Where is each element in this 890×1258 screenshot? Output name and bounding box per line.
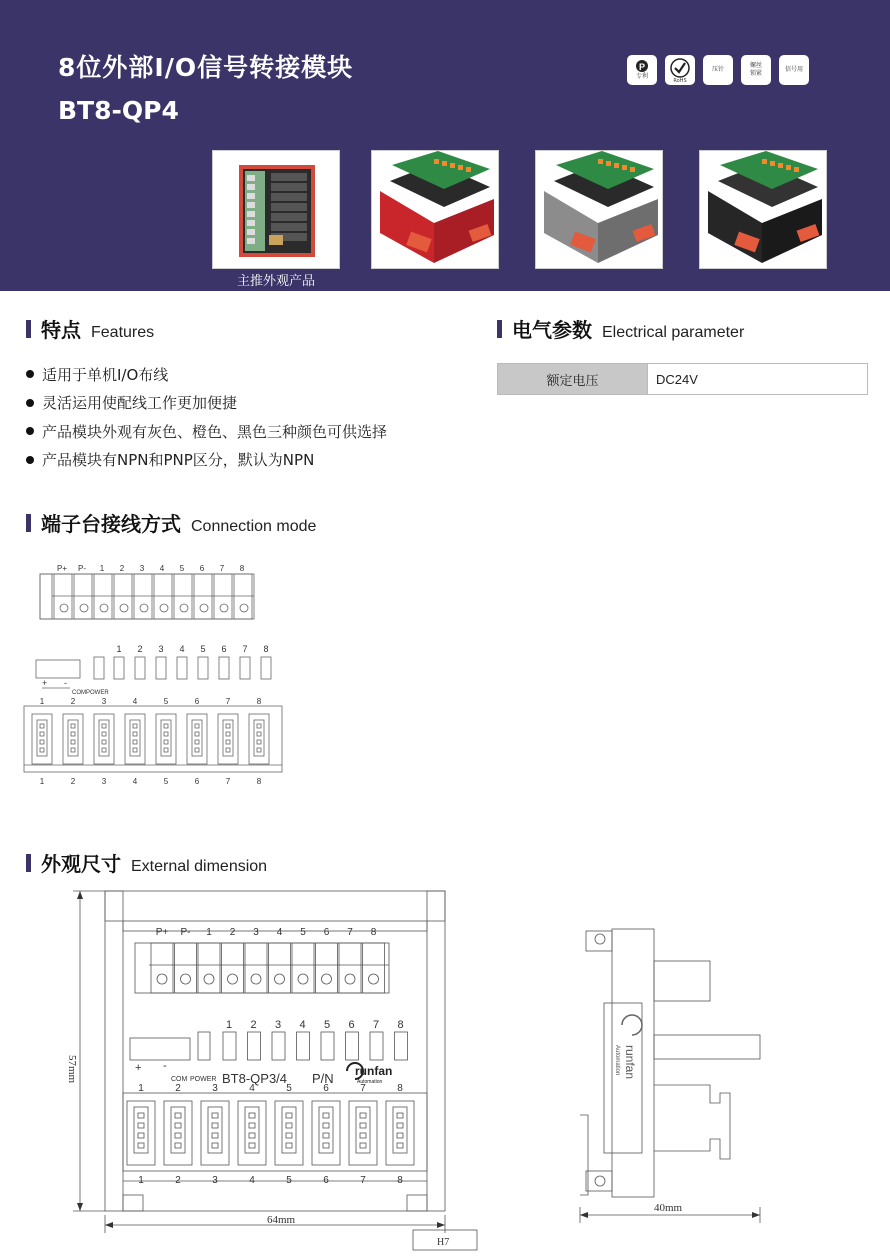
led-indicator: [321, 1032, 334, 1060]
pin-icon: [138, 1113, 144, 1118]
screw-icon: [298, 974, 308, 984]
connector-label-bottom: 8: [397, 1175, 403, 1186]
section-marker: [26, 320, 31, 338]
terminal-slot: [292, 943, 314, 993]
pin-icon: [164, 724, 168, 728]
terminal-label: 7: [347, 927, 353, 938]
terminal-label: 6: [199, 564, 205, 573]
screw-icon: [345, 974, 355, 984]
pin-icon: [257, 740, 261, 744]
terminal-label: 8: [239, 564, 245, 573]
connection-diagram: [20, 560, 300, 790]
led-label: 2: [250, 1019, 257, 1031]
connector-label-bottom: 7: [225, 777, 231, 786]
connector-label-bottom: 6: [323, 1175, 329, 1186]
led-indicator: [219, 657, 229, 679]
connector-socket: [125, 714, 145, 764]
connector-socket: [63, 714, 83, 764]
pin-icon: [71, 740, 75, 744]
pin-icon: [40, 740, 44, 744]
screw-icon: [204, 974, 214, 984]
product-photos: [212, 150, 828, 270]
bullet-icon: [26, 456, 34, 464]
pin-icon: [71, 724, 75, 728]
connector-pins: [282, 1107, 296, 1153]
connector-label-top: 8: [397, 1083, 403, 1094]
pin-icon: [195, 724, 199, 728]
led-label: 1: [116, 644, 122, 654]
list-item: 灵活运用使配线工作更加便捷: [26, 389, 387, 418]
terminal-label: 6: [323, 927, 330, 938]
led-label: 2: [137, 644, 143, 654]
connector-label-top: 1: [39, 697, 45, 706]
pin-icon: [286, 1133, 292, 1138]
rohs-check-icon: RoHS: [665, 55, 695, 85]
pin-icon: [175, 1143, 181, 1148]
svg-text:Automation: Automation: [614, 1045, 620, 1076]
led-label: 5: [200, 644, 206, 654]
parameter-key: 额定电压: [498, 364, 648, 394]
connector-socket: [249, 714, 269, 764]
pin-icon: [397, 1143, 403, 1148]
pin-icon: [164, 740, 168, 744]
features-heading: 特点 Features: [26, 314, 154, 343]
connector-pins: [223, 720, 233, 756]
pin-icon: [397, 1113, 403, 1118]
pin-icon: [360, 1113, 366, 1118]
connector-pins: [134, 1107, 148, 1153]
features-list: [26, 360, 387, 474]
pin-icon: [397, 1133, 403, 1138]
pin-icon: [249, 1113, 255, 1118]
led-indicator: [261, 657, 271, 679]
connector-label-bottom: 6: [194, 777, 200, 786]
screw-icon: [251, 974, 261, 984]
pin-icon: [133, 740, 137, 744]
led-label: 7: [372, 1019, 380, 1031]
terminal-label: 2: [229, 927, 236, 938]
screw-icon: [80, 604, 88, 612]
screw-icon: [181, 974, 191, 984]
pin-icon: [195, 740, 199, 744]
com-label: COM: [171, 1076, 188, 1083]
product-photo-grey: [535, 150, 663, 269]
pin-icon: [323, 1113, 329, 1118]
section-marker: [26, 514, 31, 532]
minus-label: -: [64, 678, 67, 688]
pin-icon: [133, 724, 137, 728]
connector-label-bottom: 1: [39, 777, 45, 786]
terminal-slot: [245, 943, 267, 993]
connector-pins: [171, 1107, 185, 1153]
led-label: 4: [179, 644, 185, 654]
led-label: 8: [397, 1019, 404, 1031]
screw-icon: [369, 974, 379, 984]
svg-text:runfan: runfan: [355, 1064, 393, 1078]
terminal-slot: [151, 943, 173, 993]
pin-icon: [323, 1143, 329, 1148]
connector-label-bottom: 3: [212, 1175, 218, 1186]
screw-icon: [322, 974, 332, 984]
connector-label-top: 8: [256, 697, 262, 706]
pin-icon: [71, 748, 75, 752]
pin-icon: [175, 1133, 181, 1138]
connector-label-top: 5: [286, 1083, 292, 1094]
runfan-logo-icon: [614, 1015, 642, 1079]
screw-icon: [220, 604, 228, 612]
led-label: 6: [221, 644, 227, 654]
height-dimension: 57mm: [66, 1055, 78, 1084]
led-indicator: [198, 657, 208, 679]
certification-badges: [627, 55, 809, 85]
connector-label-bottom: 4: [132, 777, 138, 786]
pin-icon: [212, 1113, 218, 1118]
connector-pins: [99, 720, 109, 756]
connector-label-bottom: 8: [256, 777, 262, 786]
screw-icon: [140, 604, 148, 612]
power-label: POWER: [190, 1076, 217, 1083]
terminal-slot: [269, 943, 291, 993]
bullet-icon: [26, 427, 34, 435]
connector-socket: [32, 714, 52, 764]
led-indicator: [297, 1032, 310, 1060]
model-text: BT8-QP3/4: [222, 1071, 288, 1086]
list-item: 适用于单机I/O布线: [26, 360, 387, 389]
plus-label: +: [135, 1062, 142, 1074]
terminal-slot: [175, 943, 197, 993]
led-label: 3: [274, 1019, 282, 1031]
connector-pins: [319, 1107, 333, 1153]
led-indicator: [240, 657, 250, 679]
list-item: 产品模块外观有灰色、橙色、黑色三种颜色可供选择: [26, 417, 387, 446]
pin-icon: [249, 1123, 255, 1128]
led-label: 6: [348, 1019, 355, 1031]
screw-icon: [100, 604, 108, 612]
connector-socket: [156, 714, 176, 764]
terminal-label: 3: [139, 564, 145, 573]
screw-icon: [228, 974, 238, 984]
terminal-label: 8: [370, 927, 377, 938]
pin-icon: [360, 1133, 366, 1138]
led-indicator: [395, 1032, 408, 1060]
pin-icon: [323, 1133, 329, 1138]
terminal-label: 7: [219, 564, 225, 573]
signal-icon: 信号用: [779, 55, 809, 85]
terminal-label: P+: [155, 927, 169, 938]
led-label: 5: [323, 1019, 331, 1031]
pin-icon: [286, 1143, 292, 1148]
rail-label: H7: [437, 1237, 450, 1248]
pin-icon: [323, 1123, 329, 1128]
connector-pins: [254, 720, 264, 756]
connector-label-top: 3: [212, 1083, 218, 1094]
terminal-slot: [339, 943, 361, 993]
screw-icon: [200, 604, 208, 612]
connector-pins: [37, 720, 47, 756]
electrical-heading: 电气参数 Electrical parameter: [497, 314, 744, 343]
parameter-value: DC24V: [656, 371, 698, 387]
connector-label-top: 7: [225, 697, 231, 706]
patent-icon: P 专利: [627, 55, 657, 85]
led-label: 7: [242, 644, 248, 654]
side-dimension-drawing: [570, 925, 770, 1225]
pin-icon: [249, 1133, 255, 1138]
connector-label-top: 2: [70, 697, 76, 706]
crimp-pin-icon: 压针: [703, 55, 733, 85]
pin-icon: [40, 724, 44, 728]
svg-text:Automation: Automation: [357, 1079, 383, 1085]
pin-icon: [257, 748, 261, 752]
terminal-label: 1: [99, 564, 105, 573]
pin-icon: [102, 740, 106, 744]
connector-label-top: 2: [175, 1083, 181, 1094]
pin-icon: [175, 1113, 181, 1118]
screw-icon: [160, 604, 168, 612]
bullet-icon: [26, 399, 34, 407]
minus-label: -: [163, 1060, 167, 1072]
brand-logo: [347, 1063, 392, 1085]
led-indicator: [177, 657, 187, 679]
led-indicator: [135, 657, 145, 679]
photo-caption: 主推外观产品: [236, 274, 315, 289]
led-indicator: [248, 1032, 261, 1060]
connector-label-bottom: 2: [175, 1175, 181, 1186]
connector-label-top: 4: [249, 1083, 255, 1094]
pin-icon: [397, 1123, 403, 1128]
width-dimension: 64mm: [267, 1214, 296, 1226]
connector-label-bottom: 3: [101, 777, 107, 786]
led-indicator: [156, 657, 166, 679]
pin-icon: [164, 732, 168, 736]
led-indicator: [223, 1032, 236, 1060]
connector-label-top: 3: [101, 697, 107, 706]
connector-socket: [187, 714, 207, 764]
connector-label-bottom: 5: [163, 777, 169, 786]
com-label: COM: [72, 690, 86, 696]
section-marker: [26, 854, 31, 872]
svg-text:P: P: [639, 62, 646, 72]
pin-icon: [360, 1123, 366, 1128]
terminal-label: P-: [180, 927, 191, 938]
connector-pins: [68, 720, 78, 756]
screw-icon: [275, 974, 285, 984]
pn-text: P/N: [312, 1071, 334, 1086]
screw-lock-icon: 螺丝锁紧: [741, 55, 771, 85]
pin-icon: [71, 732, 75, 736]
screw-icon: [120, 604, 128, 612]
pin-icon: [133, 748, 137, 752]
pin-icon: [360, 1143, 366, 1148]
terminal-label: 3: [253, 927, 259, 938]
pin-icon: [257, 732, 261, 736]
connector-label-bottom: 4: [249, 1175, 255, 1186]
front-dimension-drawing: [55, 885, 485, 1255]
pin-icon: [138, 1133, 144, 1138]
pin-icon: [138, 1123, 144, 1128]
connector-pins: [356, 1107, 370, 1153]
pin-icon: [175, 1123, 181, 1128]
pin-icon: [102, 732, 106, 736]
connector-pins: [130, 720, 140, 756]
terminal-label: 4: [276, 927, 283, 938]
led-label: 4: [299, 1019, 306, 1031]
terminal-slot: [316, 943, 338, 993]
led-indicator: [114, 657, 124, 679]
led-label: 3: [158, 644, 164, 654]
product-photo-top-view: [212, 150, 340, 269]
dimension-heading: 外观尺寸 External dimension: [26, 848, 267, 877]
pin-icon: [249, 1143, 255, 1148]
parameter-table-row: [497, 363, 868, 395]
connector-label-top: 1: [138, 1083, 144, 1094]
connector-label-top: 5: [163, 697, 169, 706]
connector-label-top: 6: [194, 697, 200, 706]
bullet-icon: [26, 370, 34, 378]
connection-heading: 端子台接线方式 Connection mode: [26, 508, 316, 537]
pin-icon: [226, 724, 230, 728]
section-marker: [497, 320, 502, 338]
terminal-label: P+: [56, 564, 68, 573]
connector-label-bottom: 5: [286, 1175, 292, 1186]
connector-pins: [208, 1107, 222, 1153]
terminal-label: P-: [78, 564, 86, 573]
connector-label-top: 7: [360, 1083, 366, 1094]
screw-icon: [180, 604, 188, 612]
depth-dimension: 40mm: [654, 1202, 683, 1214]
pin-icon: [226, 740, 230, 744]
connector-socket: [94, 714, 114, 764]
connector-socket: [218, 714, 238, 764]
product-model: BT8-QP4: [58, 96, 179, 125]
product-title: 8位外部I/O信号转接模块: [58, 53, 354, 82]
terminal-label: 2: [119, 564, 125, 573]
led-label: 1: [225, 1019, 233, 1031]
terminal-label: 1: [206, 927, 212, 938]
pin-icon: [212, 1143, 218, 1148]
pin-icon: [226, 748, 230, 752]
led-indicator: [370, 1032, 383, 1060]
pin-icon: [212, 1123, 218, 1128]
led-indicator: [346, 1032, 359, 1060]
connector-label-bottom: 7: [360, 1175, 366, 1186]
connector-pins: [393, 1107, 407, 1153]
connector-label-bottom: 1: [138, 1175, 144, 1186]
pin-icon: [102, 724, 106, 728]
terminal-label: 5: [179, 564, 185, 573]
screw-icon: [157, 974, 167, 984]
plus-label: +: [42, 678, 48, 688]
svg-text:runfan: runfan: [623, 1045, 637, 1080]
pin-icon: [195, 732, 199, 736]
pin-icon: [133, 732, 137, 736]
pin-icon: [195, 748, 199, 752]
product-photo-red: [371, 150, 499, 269]
screw-icon: [60, 604, 68, 612]
pin-icon: [226, 732, 230, 736]
pin-icon: [286, 1123, 292, 1128]
led-indicator: [272, 1032, 285, 1060]
connector-pins: [245, 1107, 259, 1153]
screw-icon: [240, 604, 248, 612]
connector-label-top: 6: [323, 1083, 329, 1094]
product-photo-black: [699, 150, 827, 269]
led-label: 8: [263, 644, 269, 654]
pin-icon: [138, 1143, 144, 1148]
header-banner: [0, 0, 890, 291]
terminal-slot: [198, 943, 220, 993]
pin-icon: [40, 732, 44, 736]
connector-pins: [192, 720, 202, 756]
terminal-label: 4: [159, 564, 165, 573]
terminal-label: 5: [300, 927, 306, 938]
connector-pins: [161, 720, 171, 756]
terminal-slot: [363, 943, 385, 993]
connector-label-top: 4: [132, 697, 138, 706]
pin-icon: [257, 724, 261, 728]
terminal-slot: [222, 943, 244, 993]
pin-icon: [102, 748, 106, 752]
pin-icon: [212, 1133, 218, 1138]
pin-icon: [40, 748, 44, 752]
pin-icon: [164, 748, 168, 752]
list-item: 产品模块有NPN和PNP区分，默认为NPN: [26, 446, 387, 475]
pin-icon: [286, 1113, 292, 1118]
power-label: POWER: [86, 690, 109, 696]
connector-label-bottom: 2: [70, 777, 76, 786]
